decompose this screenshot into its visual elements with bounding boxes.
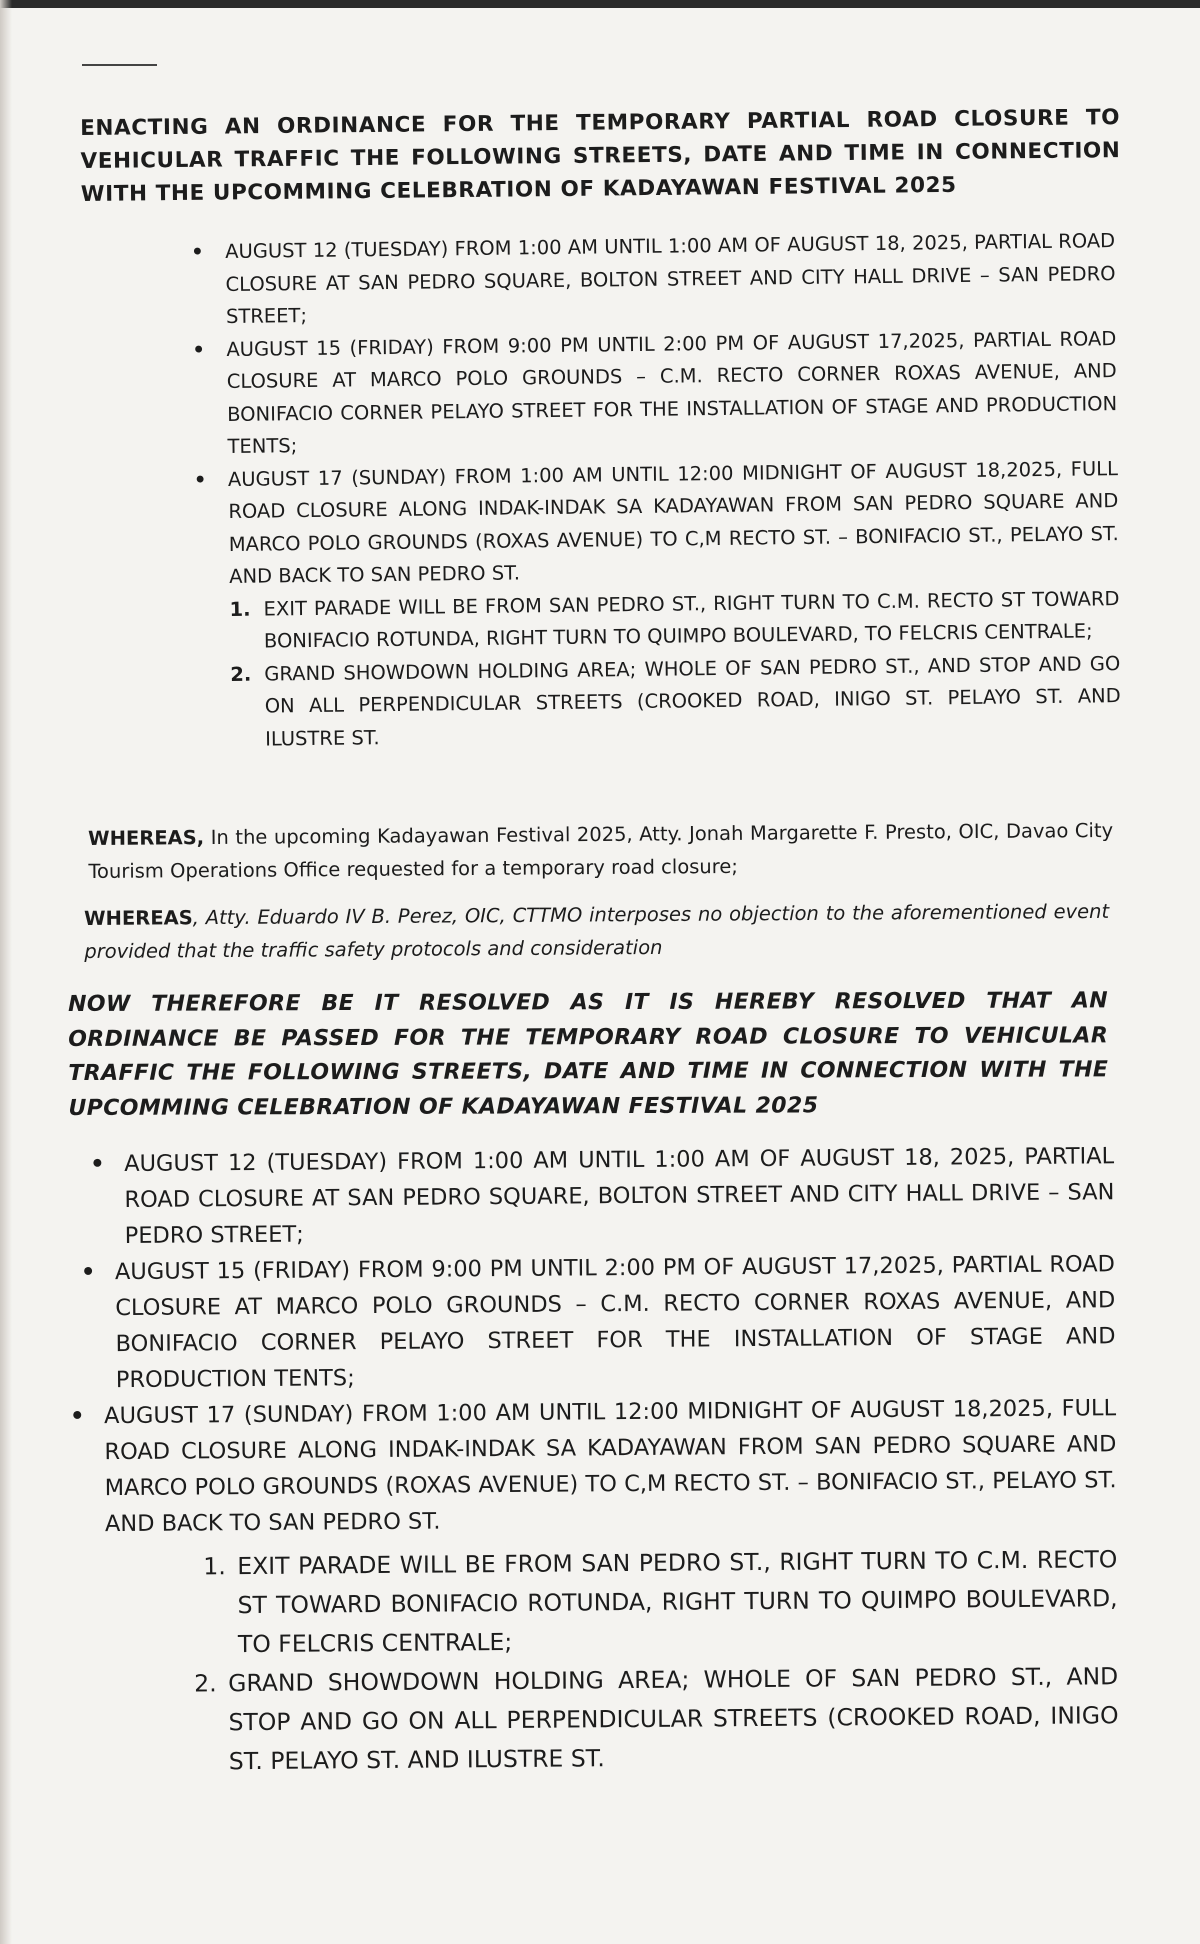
route-subitem — [194, 1657, 1119, 1781]
subitem-number: 1. — [229, 597, 251, 621]
subitem-text: GRAND SHOWDOWN HOLDING AREA; WHOLE OF SAN PEDRO ST., AND STOP AND GO ON ALL PERPENDICULAR STREETS (CROOKED ROAD, INIGO ST. PELAYO ST. AND ILUSTRE ST. — [264, 651, 1121, 751]
closure-item: • AUGUST 17 (SUNDAY) FROM 1:00 AM UNTIL 12:00 MIDNIGHT OF AUGUST 18,2025, FULL ROAD CLOSURE ALONG INDAK-INDAK SA KADAYAWAN FROM SAN PEDRO SQUARE AND MARCO POLO GROUNDS (ROXAS AVENUE) TO C,M RECTO ST. – BONIFACIO ST., PELAYO ST. AND BACK TO SAN PEDRO ST. — [228, 453, 1120, 594]
subitem-number: 1. — [203, 1552, 226, 1581]
whereas-text: , Atty. Eduardo IV B. Perez, OIC, CTTMO interposes no objection to the aforementioned event provided that the traffic safety protocols and consideration — [84, 899, 1110, 963]
subitem-number: 2. — [230, 662, 252, 686]
subitem-text: EXIT PARADE WILL BE FROM SAN PEDRO ST., RIGHT TURN TO C.M. RECTO ST TOWARD BONIFACIO ROTUNDA, RIGHT TURN TO QUIMPO BOULEVARD, TO FELCRIS CENTRALE; — [237, 1545, 1118, 1659]
whereas-text: In the upcoming Kadayawan Festival 2025, Atty. Jonah Margarette F. Presto, OIC, Davao City Tourism Operations Office requested for a temporary road closure; — [88, 818, 1114, 883]
whereas-clause-2 — [84, 895, 1109, 968]
whereas-keyword: WHEREAS — [84, 906, 193, 930]
closure-item: • AUGUST 15 (FRIDAY) FROM 9:00 PM UNTIL 2:00 PM OF AUGUST 17,2025, PARTIAL ROAD CLOSURE AT MARCO POLO GROUNDS – C.M. RECTO CORNER ROXAS AVENUE, AND BONIFACIO CORNER PELAYO STREET FOR THE INSTALLATION OF STAGE AND PRODUCTION TENTS; — [226, 323, 1118, 464]
subitem-text: EXIT PARADE WILL BE FROM SAN PEDRO ST., RIGHT TURN TO C.M. RECTO ST TOWARD BONIFACIO ROTUNDA, RIGHT TURN TO QUIMPO BOULEVARD, TO FELCRIS CENTRALE; — [263, 586, 1120, 653]
route-subitem — [229, 583, 1120, 658]
closure-item: • AUGUST 12 (TUESDAY) FROM 1:00 AM UNTIL 1:00 AM OF AUGUST 18, 2025, PARTIAL ROAD CLOSURE AT SAN PEDRO SQUARE, BOLTON STREET AND CITY HALL DRIVE – SAN PEDRO STREET; — [225, 225, 1116, 333]
whereas-clause-1 — [88, 814, 1113, 888]
subitem-number: 2. — [194, 1669, 217, 1698]
closure-item: • AUGUST 12 (TUESDAY) FROM 1:00 AM UNTIL 1:00 AM OF AUGUST 18, 2025, PARTIAL ROAD CLOSURE AT SAN PEDRO SQUARE, BOLTON STREET AND CITY HALL DRIVE – SAN PEDRO STREET; — [124, 1138, 1115, 1254]
ordinance-title: ENACTING AN ORDINANCE FOR THE TEMPORARY PARTIAL ROAD CLOSURE TO VEHICULAR TRAFFIC THE FOLLOWING STREETS, DATE AND TIME IN CONNECTION WITH THE UPCOMMING CELEBRATION OF KADAYAWAN FESTIVAL 2025 — [80, 105, 1121, 207]
resolution-clause: NOW THEREFORE BE IT RESOLVED AS IT IS HEREBY RESOLVED THAT AN ORDINANCE BE PASSED FOR THE TEMPORARY ROAD CLOSURE TO VEHICULAR TRAFFIC THE FOLLOWING STREETS, DATE AND TIME IN CONNECTION WITH THE UPCOMMING CELEBRATION OF KADAYAWAN FESTIVAL 2025 — [68, 988, 1109, 1121]
whereas-keyword: WHEREAS, — [88, 826, 205, 850]
closure-list-second — [104, 1138, 1119, 1782]
route-subitem — [203, 1540, 1118, 1664]
closure-item: • AUGUST 17 (SUNDAY) FROM 1:00 AM UNTIL 12:00 MIDNIGHT OF AUGUST 18,2025, FULL ROAD CLOSURE ALONG INDAK-INDAK SA KADAYAWAN FROM SAN PEDRO SQUARE AND MARCO POLO GROUNDS (ROXAS AVENUE) TO C,M RECTO ST. – BONIFACIO ST., PELAYO ST. AND BACK TO SAN PEDRO ST. — [104, 1390, 1117, 1542]
closure-item: • AUGUST 15 (FRIDAY) FROM 9:00 PM UNTIL 2:00 PM OF AUGUST 17,2025, PARTIAL ROAD CLOSURE AT MARCO POLO GROUNDS – C.M. RECTO CORNER ROXAS AVENUE, AND BONIFACIO CORNER PELAYO STREET FOR THE INSTALLATION OF STAGE AND PRODUCTION TENTS; — [115, 1246, 1116, 1398]
subitem-text: GRAND SHOWDOWN HOLDING AREA; WHOLE OF SAN PEDRO ST., AND STOP AND GO ON ALL PERPENDICULAR STREETS (CROOKED ROAD, INIGO ST. PELAYO ST. AND ILUSTRE ST. — [228, 1662, 1119, 1776]
closure-list-first — [225, 225, 1121, 756]
route-subitem — [230, 648, 1121, 756]
